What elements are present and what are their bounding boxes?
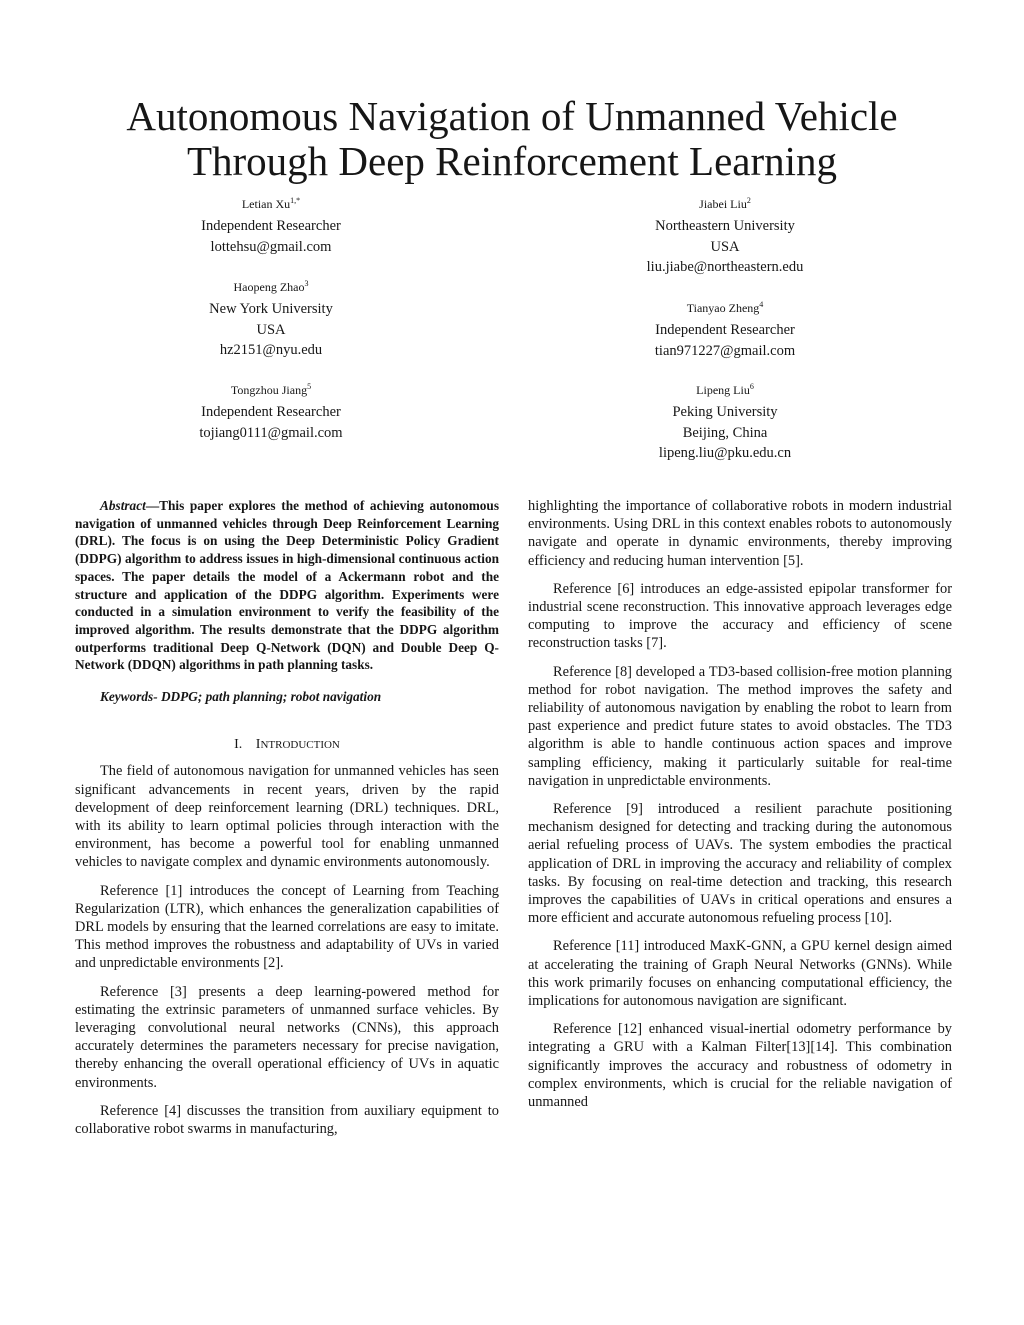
author-country: USA	[256, 321, 286, 338]
author-name: Haopeng Zhao	[233, 280, 305, 294]
author-location: Beijing, China	[682, 424, 768, 441]
left-column	[75, 497, 499, 1148]
author-email: liu.jiabe@northeastern.edu	[646, 259, 804, 276]
abstract-text: —This paper explores the method of achieving autonomous navigation of unmanned vehicles through Deep Reinforcement Learning (DRL). The focus is on using the Deep Deterministic Policy Gradient (DDPG) algorithm to address issues in high-dimensional continuous action spaces. The paper details the model of a Ackermann robot and the structure and application of the DDPG algorithm. Experiments were conducted in a simulation environment to verify the feasibility of the improved algorithm. The results demonstrate that the DDPG algorithm outperforms traditional Deep Q-Network (DQN) and Double Deep Q-Network (DDQN) algorithms in path planning tasks.	[75, 498, 499, 673]
paragraph: highlighting the importance of collaborative robots in modern industrial environments. Using DRL in this context enables robots to autonomously navigate and operate in dynamic environments, thereby improving efficiency and reducing human intervention [5].	[528, 498, 952, 569]
paragraph: Reference [11] introduced MaxK-GNN, a GPU kernel design aimed at accelerating the training of Graph Neural Networks (GNNs). While this work primarily focuses on enhancing computational efficiency, the implications for autonomous navigation are significant.	[528, 938, 952, 1010]
abstract-label: Abstract	[100, 498, 146, 513]
author-email: lottehsu@gmail.com	[210, 238, 332, 255]
paragraph: Reference [4] discusses the transition from auxiliary equipment to collaborative robot swarms in manufacturing,	[75, 1102, 499, 1138]
author-email: lipeng.liu@pku.edu.cn	[658, 445, 792, 462]
author-email: tian971227@gmail.com	[654, 342, 796, 359]
author-block-6	[575, 379, 875, 464]
paragraph: Reference [6] introduces an edge-assisted epipolar transformer for industrial scene reconstruction. This innovative approach leverages edge computing to improve the accuracy and efficiency of scene reconstruction tasks [7].	[528, 580, 952, 652]
author-affiliation: Independent Researcher	[201, 218, 341, 234]
author-email: hz2151@nyu.edu	[219, 342, 323, 359]
author-name: Jiabei Liu	[699, 197, 747, 211]
section-number: I.	[234, 737, 243, 753]
author-affiliation: Independent Researcher	[655, 322, 795, 338]
author-name: Letian Xu	[241, 197, 291, 211]
abstract	[75, 497, 499, 674]
author-country: USA	[710, 238, 740, 255]
author-mark: 5	[307, 382, 312, 391]
title-line-2: Through Deep Reinforcement Learning	[186, 138, 838, 184]
author-affiliation: Peking University	[672, 404, 778, 420]
author-email: tojiang0111@gmail.com	[199, 424, 343, 441]
title-line-1: Autonomous Navigation of Unmanned Vehicle	[126, 93, 898, 139]
author-block-2	[575, 193, 875, 278]
author-affiliation: New York University	[209, 301, 333, 317]
author-mark: 6	[749, 382, 754, 391]
author-name: Tianyao Zheng	[686, 301, 760, 315]
author-block-4	[575, 297, 875, 361]
author-block-5	[121, 379, 421, 443]
author-affiliation: Northeastern University	[655, 218, 795, 234]
author-mark: 4	[759, 300, 764, 309]
author-mark: 2	[746, 196, 751, 205]
section-title-rest: NTRODUCTION	[260, 739, 340, 752]
author-name: Lipeng Liu	[696, 383, 750, 397]
paragraph: Reference [12] enhanced visual-inertial odometry performance by integrating a GRU with a Kalman Filter[13][14]. This combination significantly improves the accuracy and robustness of odometry in complex environments, which is crucial for the reliable navigation of unmanned	[528, 1021, 952, 1111]
author-block-3	[121, 276, 421, 361]
author-name: Tongzhou Jiang	[230, 383, 308, 397]
paper-title	[0, 94, 1024, 184]
paragraph: Reference [8] developed a TD3-based collision-free motion planning method for robot navigation. The method improves the safety and reliability of autonomous navigation by enabling the robot to learn from past experience and predict future states to avoid obstacles. The TD3 algorithm is able to handle continuous action spaces and improve sampling efficiency, making it particularly suitable for real-time navigation in unpredictable environments.	[528, 663, 952, 789]
author-mark: 1,*	[290, 196, 301, 205]
section-heading	[75, 736, 499, 754]
author-mark: 3	[304, 279, 309, 288]
paragraph: Reference [3] presents a deep learning-powered method for estimating the extrinsic parameters of unmanned surface vehicles. By leveraging convolutional neural networks (CNNs), this approach accurately determines the parameters necessary for precise navigation, thereby enhancing the overall operational efficiency of UVs in aquatic environments.	[75, 983, 499, 1091]
section-title-initial: I	[255, 737, 261, 753]
right-column	[528, 497, 952, 1121]
keywords: Keywords- DDPG; path planning; robot navigation	[100, 689, 382, 705]
author-block-1	[121, 193, 421, 257]
paragraph: Reference [9] introduced a resilient parachute positioning mechanism designed for detecting and tracking during the autonomous aerial refueling process of UAVs. The system embodies the practical application of DRL in improving the accuracy and reliability of complex tasks. By focusing on real-time detection and tracking, this research improves the capabilities of UAVs in critical operations and ensures a more efficient and accurate autonomous refueling process [10].	[528, 801, 952, 927]
author-affiliation: Independent Researcher	[201, 404, 341, 420]
paragraph: Reference [1] introduces the concept of Learning from Teaching Regularization (LTR), which enhances the generalization capabilities of DRL models by ensuring that the learned correlations are easy to imitate. This method improves the robustness and adaptability of UVs in varied and unpredictable environments [2].	[75, 882, 499, 972]
paragraph: The field of autonomous navigation for unmanned vehicles has seen significant advancements in recent years, driven by the rapid development of deep reinforcement learning (DRL) techniques. DRL, with its ability to learn optimal policies through interaction with the environment, has become a powerful tool for enabling unmanned vehicles to navigate complex and dynamic environments autonomously.	[75, 763, 499, 871]
